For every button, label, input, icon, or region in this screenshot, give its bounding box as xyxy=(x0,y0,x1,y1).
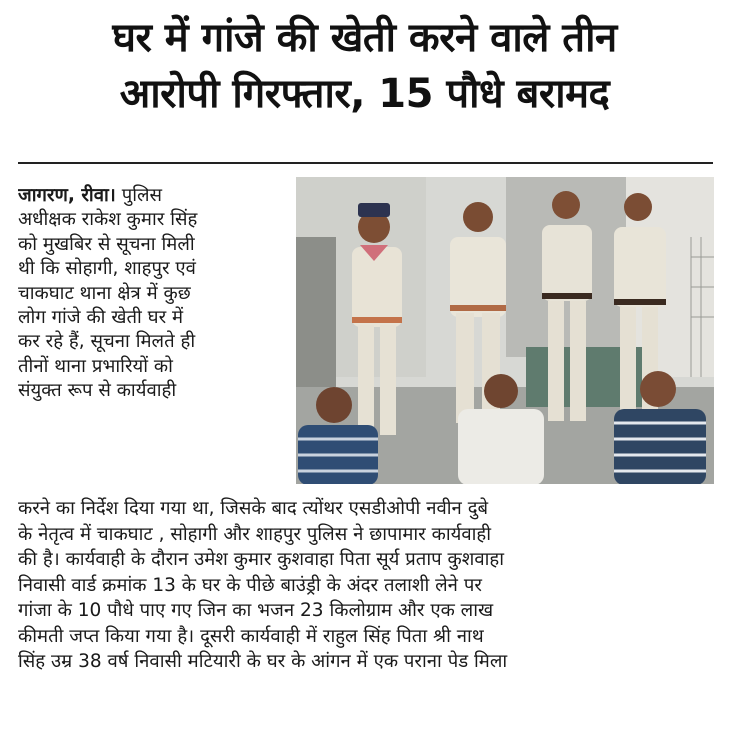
article-line: लोग गांजे की खेती घर में xyxy=(18,306,184,328)
article-line: संयुक्त रूप से कार्यवाही xyxy=(18,380,177,402)
article-line xyxy=(18,184,280,208)
article-line: गांजा के 10 पौधे पाए गए जिन का भजन 23 किलोग्राम और एक लाख xyxy=(18,600,494,621)
article-full-width xyxy=(18,496,714,675)
news-photo xyxy=(296,177,714,484)
article-line: को मुखबिर से सूचना मिली xyxy=(18,233,195,255)
article-line: कीमती जप्त किया गया है। दूसरी कार्यवाही में राहुल सिंह पिता श्री नाथ xyxy=(18,625,484,647)
article-line: कर रहे हैं, सूचना मिलते ही xyxy=(18,331,196,353)
article-line: अधीक्षक राकेश कुमार सिंह xyxy=(18,209,198,231)
news-photo-illustration xyxy=(296,177,714,484)
article-line: के नेतृत्व में चाकघाट , सोहागी और शाहपुर पुलिस ने छापामार कार्यवाही xyxy=(18,523,492,545)
headline xyxy=(8,10,721,122)
article-line: चाकघाट थाना क्षेत्र में कुछ xyxy=(18,282,191,304)
article-narrow-column xyxy=(18,184,280,404)
article-line: की है। कार्यवाही के दौरान उमेश कुमार कुशवाहा पिता सूर्य प्रताप कुशवाहा xyxy=(18,549,505,570)
article-line: थी कि सोहागी, शाहपुर एवं xyxy=(18,258,196,280)
article-line: तीनों थाना प्रभारियों को xyxy=(18,355,173,377)
headline-rule xyxy=(18,162,713,164)
article-line: सिंह उम्र 38 वर्ष निवासी मटियारी के घर के आंगन में एक पराना पेड मिला xyxy=(18,651,508,672)
dateline: जागरण, रीवा। xyxy=(18,185,116,206)
article-line: निवासी वार्ड क्रमांक 13 के घर के पीछे बाउंड्री के अंदर तलाशी लेने पर xyxy=(18,574,482,596)
headline-line-2: आरोपी गिरफ्तार, 15 पौधे बरामद xyxy=(119,71,610,117)
headline-line-1: घर में गांजे की खेती करने वाले तीन xyxy=(112,15,617,61)
article-line: करने का निर्देश दिया गया था, जिसके बाद त्योंथर एसडीओपी नवीन दुबे xyxy=(18,498,489,519)
article-text: पुलिस xyxy=(121,185,163,206)
